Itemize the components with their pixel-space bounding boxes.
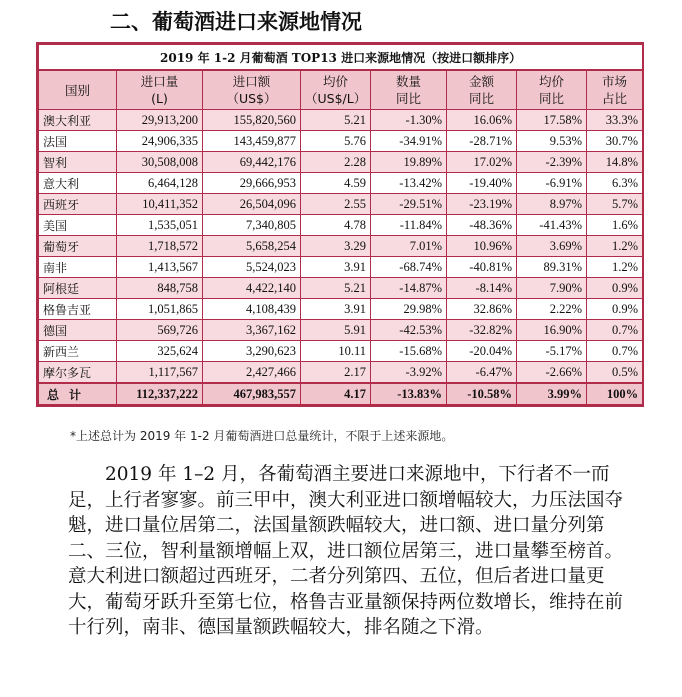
total-value: 467,983,557 xyxy=(203,383,301,405)
total-value: 4.17 xyxy=(301,383,371,405)
value-cell: 17.58% xyxy=(517,110,587,131)
country-cell: 新西兰 xyxy=(39,341,117,362)
value-cell: 29.98% xyxy=(371,299,447,320)
total-value: 100% xyxy=(587,383,643,405)
value-cell: 3.91 xyxy=(301,299,371,320)
table-row xyxy=(39,257,643,278)
column-header-line: （US$/L） xyxy=(305,91,367,106)
table-row xyxy=(39,278,643,299)
import-sources-table xyxy=(36,42,644,407)
total-label: 总计 xyxy=(39,383,117,405)
country-cell: 澳大利亚 xyxy=(39,110,117,131)
value-cell: 5,658,254 xyxy=(203,236,301,257)
country-cell: 德国 xyxy=(39,320,117,341)
table-row xyxy=(39,152,643,173)
value-cell: -2.39% xyxy=(517,152,587,173)
value-cell: 6,464,128 xyxy=(117,173,203,194)
value-cell: 10.11 xyxy=(301,341,371,362)
total-value: -10.58% xyxy=(447,383,517,405)
value-cell: 89.31% xyxy=(517,257,587,278)
value-cell: 5.76 xyxy=(301,131,371,152)
value-cell: 3,367,162 xyxy=(203,320,301,341)
value-cell: 7.01% xyxy=(371,236,447,257)
value-cell: 29,913,200 xyxy=(117,110,203,131)
table-row xyxy=(39,173,643,194)
value-cell: -68.74% xyxy=(371,257,447,278)
country-cell: 西班牙 xyxy=(39,194,117,215)
column-header-line: （US$） xyxy=(226,91,277,106)
value-cell: 10.96% xyxy=(447,236,517,257)
value-cell: -8.14% xyxy=(447,278,517,299)
value-cell: 4,108,439 xyxy=(203,299,301,320)
value-cell: -20.04% xyxy=(447,341,517,362)
value-cell: 10,411,352 xyxy=(117,194,203,215)
value-cell: 19.89% xyxy=(371,152,447,173)
value-cell: -34.91% xyxy=(371,131,447,152)
column-header xyxy=(517,70,587,110)
value-cell: -28.71% xyxy=(447,131,517,152)
value-cell: 30.7% xyxy=(587,131,643,152)
value-cell: -19.40% xyxy=(447,173,517,194)
value-cell: 1,413,567 xyxy=(117,257,203,278)
value-cell: 1,051,865 xyxy=(117,299,203,320)
value-cell: -6.47% xyxy=(447,362,517,384)
value-cell: 5.91 xyxy=(301,320,371,341)
total-value: -13.83% xyxy=(371,383,447,405)
column-header-line: 进口额 xyxy=(232,74,271,89)
column-header xyxy=(117,70,203,110)
value-cell: -32.82% xyxy=(447,320,517,341)
value-cell: -48.36% xyxy=(447,215,517,236)
value-cell: 569,726 xyxy=(117,320,203,341)
value-cell: 14.8% xyxy=(587,152,643,173)
table-row xyxy=(39,341,643,362)
table-row xyxy=(39,299,643,320)
value-cell: 26,504,096 xyxy=(203,194,301,215)
value-cell: 16.06% xyxy=(447,110,517,131)
value-cell: 30,508,008 xyxy=(117,152,203,173)
country-cell: 摩尔多瓦 xyxy=(39,362,117,384)
value-cell: 0.5% xyxy=(587,362,643,384)
table-row xyxy=(39,320,643,341)
value-cell: 1.6% xyxy=(587,215,643,236)
value-cell: 4.59 xyxy=(301,173,371,194)
analysis-paragraph: 2019 年 1–2 月，各葡萄酒主要进口来源地中，下行者不一而足，上行者寥寥。前三甲中，澳大利亚进口额增幅较大，力压法国夺魁，进口量位居第二，法国量额跌幅较大，进口额、进口量分列第二、三位，智利量额增幅上双，进口额位居第三，进口量攀至榜首。意大利进口额超过西班牙，二者分列第四、五位，但后者进口量更大，葡萄牙跃升至第七位，格鲁吉亚量额保持两位数增长，维持在前十行列，南非、德国量额跌幅较大，排名随之下滑。 xyxy=(68,464,624,638)
value-cell: -41.43% xyxy=(517,215,587,236)
value-cell: 4,422,140 xyxy=(203,278,301,299)
country-cell: 美国 xyxy=(39,215,117,236)
column-header-line: 占比 xyxy=(602,91,628,106)
value-cell: -6.91% xyxy=(517,173,587,194)
value-cell: 1,718,572 xyxy=(117,236,203,257)
value-cell: 4.78 xyxy=(301,215,371,236)
country-cell: 葡萄牙 xyxy=(39,236,117,257)
value-cell: 7,340,805 xyxy=(203,215,301,236)
column-header-line: 进口量 xyxy=(140,74,179,89)
country-cell: 阿根廷 xyxy=(39,278,117,299)
value-cell: 5.7% xyxy=(587,194,643,215)
value-cell: 0.7% xyxy=(587,341,643,362)
column-header-line: (L) xyxy=(151,91,168,106)
value-cell: 8.97% xyxy=(517,194,587,215)
value-cell: 1,117,567 xyxy=(117,362,203,384)
value-cell: 3.91 xyxy=(301,257,371,278)
value-cell: 69,442,176 xyxy=(203,152,301,173)
column-header xyxy=(301,70,371,110)
value-cell: -2.66% xyxy=(517,362,587,384)
table-row xyxy=(39,236,643,257)
value-cell: 5,524,023 xyxy=(203,257,301,278)
column-header-line: 同比 xyxy=(395,91,421,106)
column-header-line: 国别 xyxy=(64,82,90,98)
value-cell: 32.86% xyxy=(447,299,517,320)
column-header-line: 均价 xyxy=(538,74,564,89)
value-cell: 2.55 xyxy=(301,194,371,215)
table-row xyxy=(39,215,643,236)
value-cell: 7.90% xyxy=(517,278,587,299)
value-cell: 3.29 xyxy=(301,236,371,257)
table-row xyxy=(39,362,643,384)
value-cell: 0.7% xyxy=(587,320,643,341)
table-row xyxy=(39,131,643,152)
value-cell: 9.53% xyxy=(517,131,587,152)
value-cell: -23.19% xyxy=(447,194,517,215)
column-header-line: 均价 xyxy=(322,74,348,89)
column-header-line: 同比 xyxy=(468,91,494,106)
value-cell: 1.2% xyxy=(587,236,643,257)
value-cell: 2.22% xyxy=(517,299,587,320)
table-footnote: *上述总计为 2019 年 1-2 月葡萄酒进口总量统计，不限于上述来源地。 xyxy=(70,429,454,443)
total-value: 112,337,222 xyxy=(117,383,203,405)
column-header xyxy=(371,70,447,110)
value-cell: -11.84% xyxy=(371,215,447,236)
value-cell: 848,758 xyxy=(117,278,203,299)
value-cell: -3.92% xyxy=(371,362,447,384)
value-cell: 3,290,623 xyxy=(203,341,301,362)
column-header xyxy=(39,70,117,110)
country-cell: 智利 xyxy=(39,152,117,173)
value-cell: 17.02% xyxy=(447,152,517,173)
table-row xyxy=(39,194,643,215)
total-value: 3.99% xyxy=(517,383,587,405)
column-header-line: 同比 xyxy=(538,91,564,106)
value-cell: -5.17% xyxy=(517,341,587,362)
value-cell: 0.9% xyxy=(587,299,643,320)
value-cell: 2,427,466 xyxy=(203,362,301,384)
column-header xyxy=(203,70,301,110)
column-header xyxy=(447,70,517,110)
country-cell: 南非 xyxy=(39,257,117,278)
column-header xyxy=(587,70,643,110)
value-cell: 33.3% xyxy=(587,110,643,131)
value-cell: -15.68% xyxy=(371,341,447,362)
value-cell: -42.53% xyxy=(371,320,447,341)
country-cell: 法国 xyxy=(39,131,117,152)
value-cell: 325,624 xyxy=(117,341,203,362)
value-cell: -14.87% xyxy=(371,278,447,299)
column-header-line: 数量 xyxy=(395,74,421,89)
value-cell: -40.81% xyxy=(447,257,517,278)
country-cell: 意大利 xyxy=(39,173,117,194)
value-cell: 6.3% xyxy=(587,173,643,194)
country-cell: 格鲁吉亚 xyxy=(39,299,117,320)
table-row xyxy=(39,110,643,131)
value-cell: 2.17 xyxy=(301,362,371,384)
value-cell: 29,666,953 xyxy=(203,173,301,194)
value-cell: 1,535,051 xyxy=(117,215,203,236)
value-cell: -1.30% xyxy=(371,110,447,131)
value-cell: 5.21 xyxy=(301,278,371,299)
value-cell: 155,820,560 xyxy=(203,110,301,131)
total-row xyxy=(39,383,643,405)
value-cell: 5.21 xyxy=(301,110,371,131)
table-header-row xyxy=(39,70,643,110)
value-cell: 1.2% xyxy=(587,257,643,278)
value-cell: 143,459,877 xyxy=(203,131,301,152)
column-header-line: 市场 xyxy=(602,74,628,89)
value-cell: 3.69% xyxy=(517,236,587,257)
value-cell: 24,906,335 xyxy=(117,131,203,152)
value-cell: -13.42% xyxy=(371,173,447,194)
value-cell: 2.28 xyxy=(301,152,371,173)
value-cell: -29.51% xyxy=(371,194,447,215)
table-caption: 2019 年 1-2 月葡萄酒 TOP13 进口来源地情况（按进口额排序） xyxy=(39,45,643,71)
value-cell: 16.90% xyxy=(517,320,587,341)
section-title: 二、葡萄酒进口来源地情况 xyxy=(110,10,362,34)
value-cell: 0.9% xyxy=(587,278,643,299)
column-header-line: 金额 xyxy=(468,74,494,89)
